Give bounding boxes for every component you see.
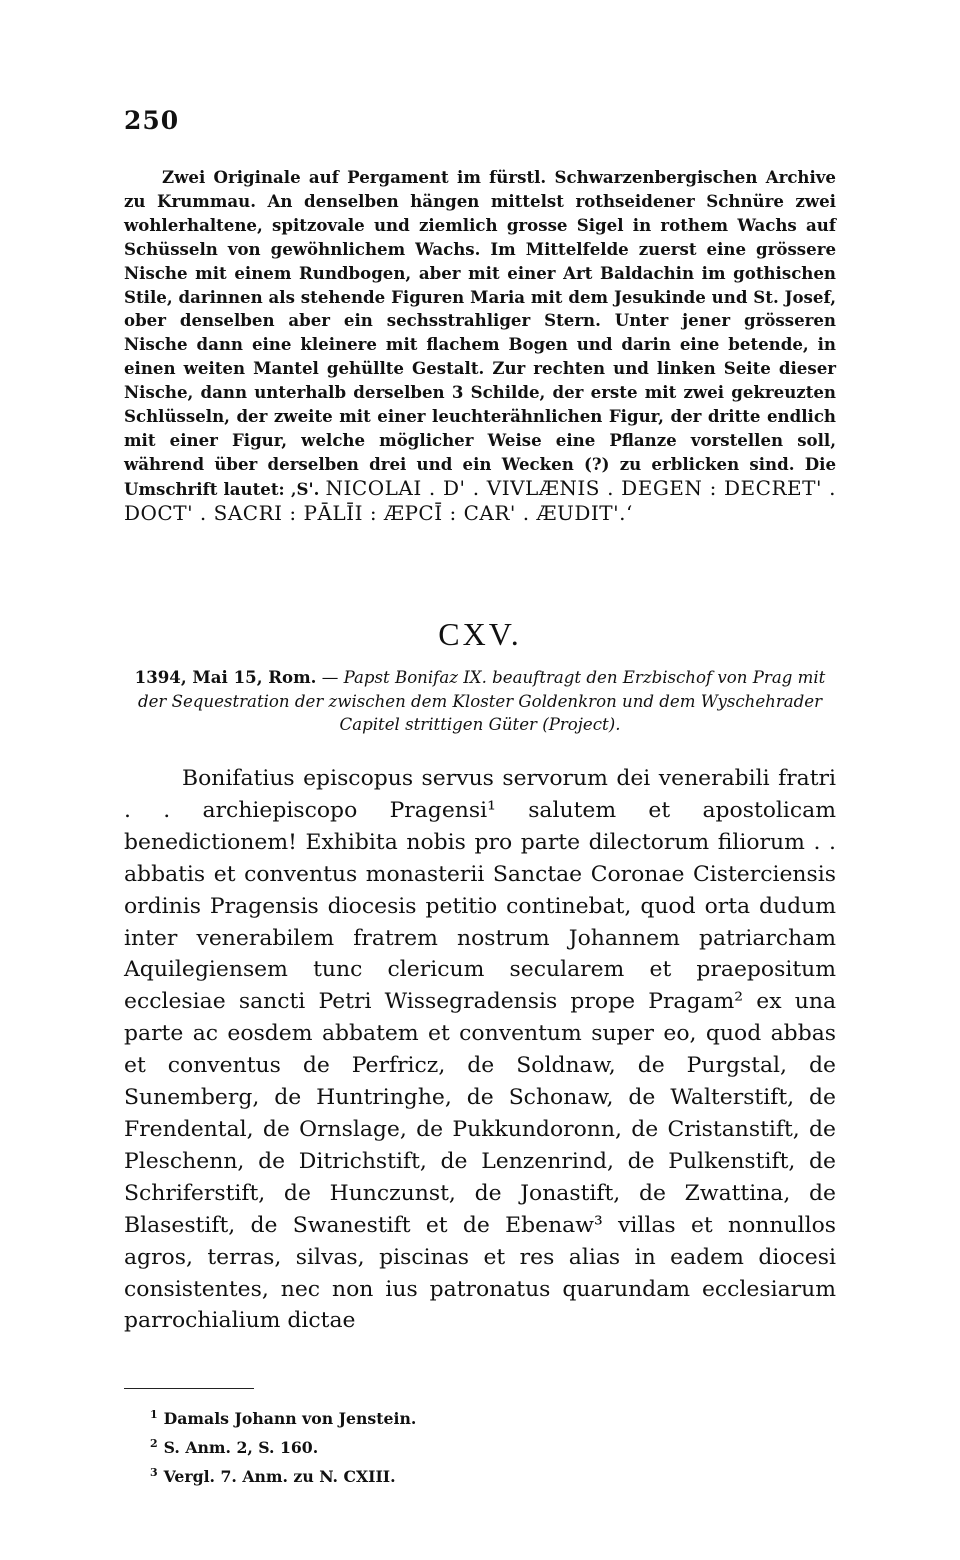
footnote-text: Damals Johann von Jenstein. bbox=[163, 1409, 417, 1429]
document-date: 1394, Mai 15, Rom. bbox=[134, 667, 317, 687]
footnote-text: Vergl. 7. Anm. zu N. CXIII. bbox=[163, 1467, 396, 1487]
page-number: 250 bbox=[124, 106, 180, 135]
body-paragraph: Bonifatius episcopus servus servorum dei venerabili fratri . . archiepiscopo Pragensi¹ salutem et apostolicam benedictionem! Exhibita nobis pro parte dilectorum filiorum . . abbatis et conventus monasterii Sanctae Coronae Cisterciensis ordinis Pragensis diocesis petitio continebat, quod orta dudum inter venerabilem fratrem nostrum Johannem patriarcham Aquilegiensem tunc clericum secularem et praepositum ecclesiae sancti Petri Wissegradensis prope Pragam² ex una parte ac eosdem abbatem et conventum super eo, quod abbas et conventus de Perfricz, de Soldnaw, de Purgstal, de Sunemberg, de Huntringhe, de Schonaw, de Walterstift, de Frendental, de Ornslage, de Pukkundoronn, de Cristanstift, de Pleschenn, de Ditrichstift, de Lenzenrind, de Pulkenstift, de Schriferstift, de Hunczunst, de Jonastift, de Zwattina, de Blasestift, de Swanestift et de Ebenaw³ villas et nonnullos agros, terras, silvas, piscinas et res alias in eadem diocesi consistentes, nec non ius patronatus quarundam ecclesiarum parrochialium dictae bbox=[124, 766, 836, 1334]
description-text: Zwei Originale auf Pergament im fürstl. Schwarzenbergischen Archive zu Krummau. An denselben hängen mittelst rothseidener Schnüre zwei wohlerhaltene, spitzovale und ziemlich grosse Sigel in rothem Wachs auf Schüsseln von gewöhnlichem Wachs. Im Mittelfelde zuerst eine grössere Nische mit einem Rundbogen, aber mit einer Art Baldachin im gothischen Stile, darinnen als stehende Figuren Maria mit dem Jesukinde und St. Josef, ober denselben aber ein sechsstrahliger Stern. Unter jener grösseren Nische dann eine kleinere mit flachem Bogen und darin eine betende, in einen weiten Mantel gehüllte Gestalt. Zur rechten und linken Seite dieser Nische, dann unterhalb derselben 3 Schilde, der erste mit zwei gekreuzten Schlüsseln, der zweite mit einer leuchterähnlichen Figur, der dritte endlich mit einer Figur, welche möglicher Weise eine Pflanze vorstellen soll, während über derselben drei und ein Wecken (?) zu erblicken sind. Die Umschrift lautet: ‚S'. bbox=[124, 167, 836, 499]
footnote-divider bbox=[124, 1388, 254, 1389]
document-summary: Papst Bonifaz IX. beauftragt den Erzbischof von Prag mit der Sequestration der zwischen dem Kloster Goldenkron und dem Wyschehrader Capitel strittigen Güter (Project). bbox=[137, 668, 826, 734]
footnote-1 bbox=[150, 1402, 750, 1431]
document-description bbox=[124, 166, 836, 527]
footnote-mark: 1 bbox=[150, 1408, 158, 1421]
footnote-2 bbox=[150, 1431, 750, 1460]
document-regest bbox=[124, 666, 836, 737]
document-number: CXV. bbox=[438, 616, 522, 652]
footnotes bbox=[150, 1402, 750, 1490]
footnote-3 bbox=[150, 1460, 750, 1489]
regest-dash: — bbox=[321, 668, 339, 687]
footnote-text: S. Anm. 2, S. 160. bbox=[163, 1438, 319, 1458]
footnote-mark: 2 bbox=[150, 1437, 158, 1451]
footnote-mark: 3 bbox=[150, 1466, 158, 1480]
document-body bbox=[124, 763, 836, 1337]
seal-inscription: NICOLAI . D' . VIVLÆNIS . DEGEN : DECRET' . DOCT' . SACRI : PĀLĪI : ÆPCĪ : CAR' . ÆUDIT'.‘ bbox=[124, 475, 836, 525]
